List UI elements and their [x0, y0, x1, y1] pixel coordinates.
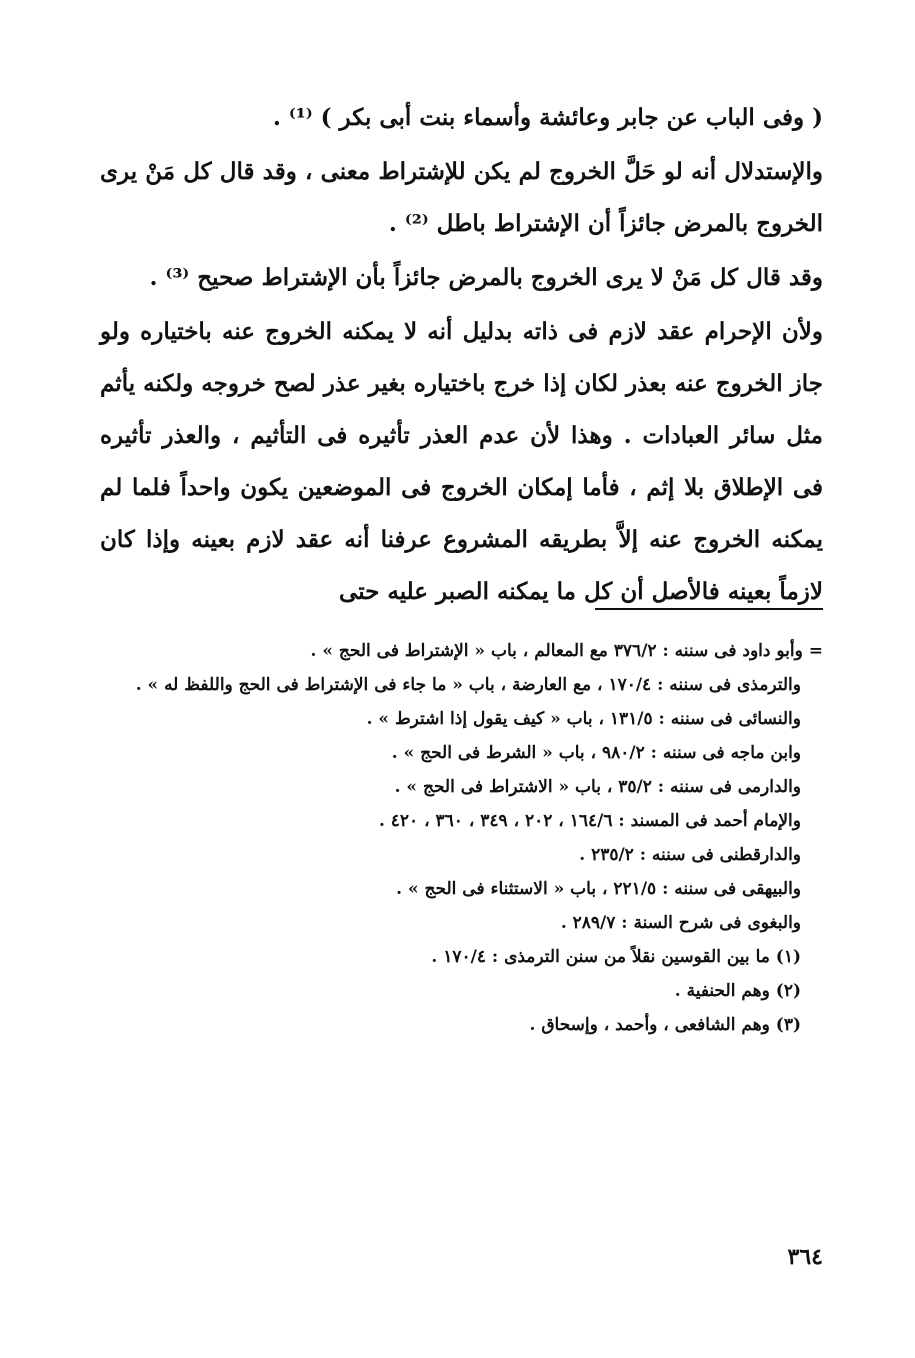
footnote-line: والنسائى فى سننه : ١٣١/٥ ، باب « كيف يقول إذا اشترط » . [366, 709, 801, 729]
footnote-line: والإمام أحمد فى المسند : ١٦٤/٦ ، ٢٠٢ ، ٣٤٩ ، ٣٦٠ ، ٤٢٠ . [378, 811, 801, 831]
footnote-separator [595, 608, 823, 610]
footnote-line: والدارمى فى سننه : ٣٥/٢ ، باب « الاشتراط فى الحج » . [394, 777, 801, 797]
footnote-line: وابن ماجه فى سننه : ٩٨٠/٢ ، باب « الشرط فى الحج » . [391, 743, 801, 763]
footnote-line: والبيهقى فى سننه : ٢٢١/٥ ، باب « الاستثناء فى الحج » . [396, 879, 801, 899]
footnotes [100, 634, 823, 1042]
paragraph-3: وقد قال كل مَنْ لا يرى الخروج بالمرض جائزاً بأن الإشتراط صحيح ⁽³⁾ . [149, 264, 823, 291]
footnote-3: (٣) وهم الشافعى ، وأحمد ، وإسحاق . [529, 1015, 801, 1035]
footnote-line: والدارقطنى فى سننه : ٢٣٥/٢ . [579, 845, 801, 865]
footnote-line: والترمذى فى سننه : ١٧٠/٤ ، مع العارضة ، باب « ما جاء فى الإشتراط فى الحج واللفظ له » . [135, 675, 801, 695]
footnote-1: (١) ما بين القوسين نقلاً من سنن الترمذى : ١٧٠/٤ . [431, 947, 801, 967]
main-text [100, 92, 823, 618]
footnote-2: (٢) وهم الحنفية . [674, 981, 801, 1001]
page-number: ٣٦٤ [787, 1244, 823, 1270]
paragraph-2: والإستدلال أنه لو حَلَّ الخروج لم يكن للإشتراط معنى ، وقد قال كل مَنْ يرى الخروج بالمرض جائزاً أن الإشتراط باطل ⁽²⁾ . [100, 158, 823, 237]
paragraph-4: ولأن الإحرام عقد لازم فى ذاته بدليل أنه لا يمكنه الخروج عنه باختياره ولو جاز الخروج عنه بعذر لكان إذا خرج باختياره بغير عذر لصح خروجه ولكنه يأثم مثل سائر العبادات . وهذا لأن عدم العذر تأثيره فى التأثيم ، والعذر تأثيره فى الإطلاق بلا إثم ، فأما إمكان الخروج فى الموضعين يكون واحداً فلما لم يمكنه الخروج عنه إلاَّ بطريقه المشروع عرفنا أنه عقد لازم بعينه وإذا كان لازماً بعينه فالأصل أن كل ما يمكنه الصبر عليه حتى [100, 318, 823, 605]
footnote-line: = وأبو داود فى سننه : ٣٧٦/٢ مع المعالم ، باب « الإشتراط فى الحج » . [310, 641, 823, 661]
footnote-line: والبغوى فى شرح السنة : ٢٨٩/٧ . [560, 913, 801, 933]
paragraph-1: ( وفى الباب عن جابر وعائشة وأسماء بنت أبى بكر ) ⁽¹⁾ . [272, 104, 823, 131]
